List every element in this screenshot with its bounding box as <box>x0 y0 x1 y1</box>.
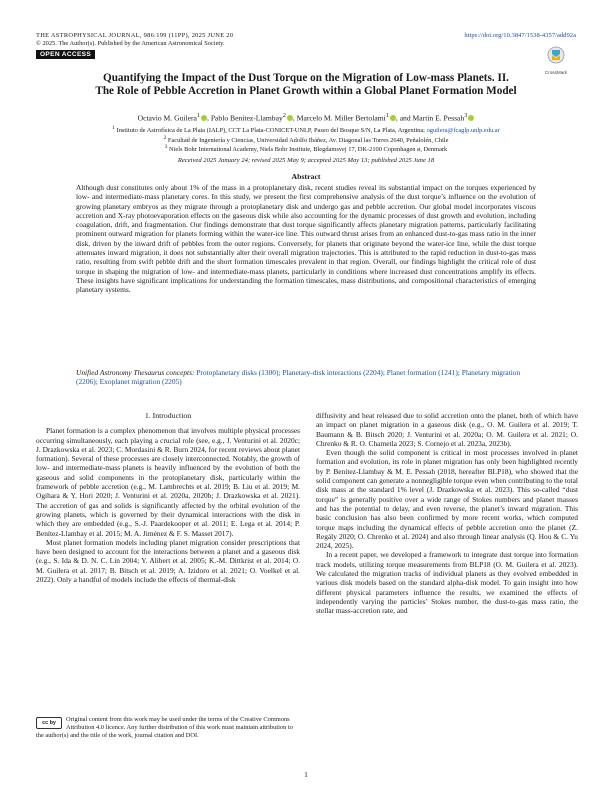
license-notice <box>36 716 300 740</box>
creative-commons-icon[interactable]: cc by <box>36 717 62 729</box>
license-text: Original content from this work may be used under the terms of the Creative Commons Attribution 4.0 licence. Any further distribution of this work must maintain attribution to the author(s) and the title of the work, journal citation and DOI. <box>36 716 293 739</box>
uat-concept-links[interactable]: Protoplanetary disks (1300); Planetary-disk interactions (2204); Planet formation (1241); Planetary migration (2206); Exoplanet migration (2205) <box>76 368 521 387</box>
intro-paragraph-2-continued: diffusivity and heat released due to solid accretion onto the planet, both of which have an impact on planet migration in a gaseous disk (e.g., O. M. Guilera et al. 2019; T. Baumann & B. Bitsch 2020; J. Venturini et al. 2020a; O. M. Guilera et al. 2021; O. Chrenko & R. O. Chametla 2023; S. Cornejo et al. 2023a, 2023b). <box>316 411 578 448</box>
author-1-affil: 1 <box>196 112 201 119</box>
running-header <box>36 32 233 48</box>
page-number: 1 <box>304 770 308 779</box>
copyright-line: © 2025. The Author(s). Published by the American Astronomical Society. <box>36 40 225 48</box>
author-3-affil: 1 <box>385 112 389 119</box>
orcid-icon[interactable] <box>287 115 293 121</box>
crossmark-label: CrossMark <box>544 70 568 75</box>
intro-paragraph-3: Even though the solid component is critical in most processes involved in planet formation and evolution, its role in planet migration has only been highlighted recently by P. Benítez-Llambay & M. E. Pessah (2018, hereafter BLP18), who showed that the solid component can generate a nonnegligible torque even when contributing to the total disk mass at the standard 1% level (J. Drazkowska et al. 2023). This so-called “dust torque” is generally positive over a wide range of Stokes numbers and planet masses and has the potential to delay, and even reverse, the planet’s inward migration. This basic conclusion has also been confirmed by more recent works, which computed torque maps including the dynamical effects of pebble accretion onto the planet (Z. Regály 2020; O. Chrenko et al. 2024) and also through linear analysis (Q. Hou & C. Yu 2024, 2025). <box>316 448 578 551</box>
author-2-affil: 2 <box>282 112 286 119</box>
orcid-icon[interactable] <box>468 115 474 121</box>
affiliation-3-text: Niels Bohr International Academy, Niels Bohr Institute, Blegdamsvej 17, DK-2100 Copenhagen ø, Denmark <box>169 146 448 154</box>
column-left <box>36 411 300 584</box>
author-1: Octavio M. Guilera <box>137 113 197 123</box>
paper-title <box>40 72 572 98</box>
doi-link[interactable]: https://doi.org/10.3847/1538-4357/add92a <box>464 32 576 39</box>
intro-paragraph-2: Most planet formation models including planet migration consider prescriptions that have been designed to account for the interactions between a planet and a gaseous disk (e.g., S. Ida & D. N. C. Lin 2004; Y. Alibert et al. 2005; K.-M. Dittkrist et al. 2014; O. M. Guilera et al. 2017; B. Bitsch et al. 2019; A. Izidoro et al. 2021; O. Voelkel et al. 2022). Only a handful of models include the effects of thermal-disk <box>36 537 300 585</box>
title-line-2: The Role of Pebble Accretion in Planet Growth within a Global Planet Formation Model <box>95 85 517 97</box>
author-4: and Martin E. Pessah <box>399 113 465 123</box>
open-access-badge: OPEN ACCESS <box>36 50 95 59</box>
title-line-1: Quantifying the Impact of the Dust Torque on the Migration of Low-mass Planets. II. <box>103 72 509 84</box>
section-heading: 1. Introduction <box>144 411 192 420</box>
uat-label: Unified Astronomy Thesaurus concepts: <box>76 368 195 377</box>
affiliation-3: $^3$ Niels Bohr International Academy, Niels Bohr Institute, Blegdamsvej 17, DK-2100 Copenhagen ø, Denmark <box>164 144 448 154</box>
intro-paragraph-4: In a recent paper, we developed a framework to integrate dust torque into formation track models, utilizing torque measurements from BLP18 (O. M. Guilera et al. 2023). We calculated the migration tracks of individual planets as they evolved embedded in various disk models based on the standard alpha-disk model. To gain insight into how different physical parameters influence the results, we examined the effects of independently varying the particles’ Stokes number, the dust-to-gas mass ratio, the stellar mass-accretion rate, and <box>316 550 578 616</box>
author-list: Octavio M. Guilera$^1$ , Pablo Benítez-Llambay$^2$ , Marcelo M. Miller Bertolami$^1$ , and Martin E. Pessah$^3$ <box>40 112 572 123</box>
crossmark-button[interactable] <box>544 46 568 75</box>
abstract-heading: Abstract <box>291 172 321 181</box>
orcid-icon[interactable] <box>201 115 207 121</box>
affiliation-2: $^2$ Facultad de Ingeniería y Ciencias, Universidad Adolfo Ibáñez, Av. Diagonal las Torres 2640, Peñalolén, Chile <box>163 135 449 145</box>
journal-citation: THE ASTROPHYSICAL JOURNAL, 986:199 (11PP), 2025 JUNE 20 <box>36 32 234 39</box>
email-link[interactable]: oguilera@fcaglp.unlp.edu.ar <box>426 127 500 135</box>
column-right <box>316 411 578 616</box>
author-3: Marcelo M. Miller Bertolami <box>296 113 386 123</box>
abstract-text: Although dust constitutes only about 1% of the mass in a protoplanetary disk, recent studies reveal its substantial impact on the torques experienced by low- and intermediate-mass planetary cores. In this study, we present the first comprehensive analysis of the dust torque’s influence on the evolution of growing planetary embryos as they migrate through a protoplanetary disk and undergo gas and pebble accretion. Our global model incorporates viscous accretion and X-ray photoevaporation effects on the gaseous disk while also accounting for the dynamic processes of dust growth and evolution, including coagulation, drift, and fragmentation. Our findings demonstrate that dust torque significantly affects planetary migration patterns, particularly facilitating prominent outward migration for planets forming within the water-ice line. This outward thrust arises from an enhanced dust-to-gas mass ratio in the inner disk, driven by the inward drift of pebbles from the outer regions. Conversely, for planets that originate beyond the water-ice line, while the dust torque attenuates inward migration, it does not substantially alter their overall migration trajectories. This is attributed to the rapid reduction in dust-to-gas mass ratio, resulting from swift pebble drift and the short formation timescales prevalent in that region. Overall, our findings highlight the critical role of dust torque in shaping the migration of low- and intermediate-mass planets, particularly in conditions where increased dust concentrations amplify its effects. These insights have significant implications for understanding the formation timescales, mass distributions, and compositional characteristics of emerging planetary systems. <box>76 183 536 295</box>
affiliation-2-text: Facultad de Ingeniería y Ciencias, Universidad Adolfo Ibáñez, Av. Diagonal las Torres 2640, Peñalolén, Chile <box>167 137 449 145</box>
affiliation-1-text: Instituto de Astrofísica de La Plata (IALP), CCT La Plata-CONICET-UNLP, Paseo del Bosque S/N, La Plata, Argentina; <box>116 127 425 135</box>
uat-concepts <box>76 368 536 387</box>
intro-paragraph-1: Planet formation is a complex phenomenon that involves multiple physical processes occurring simultaneously, each playing a crucial role (see, e.g., J. Venturini et al. 2020c; J. Drazkowska et al. 2023; C. Mordasini & R. Burn 2024, for recent reviews about planet formation). Several of these processes are closely interconnected. Notably, the growth of low- and intermediate-mass planets is heavily influenced by the evolution of both the gaseous and solid components in the protoplanetary disk, particularly within the framework of pebble accretion (e.g., M. Lambrechts et al. 2019; B. Liu et al. 2019; M. Ogihara & Y. Hori 2020; J. Venturini et al. 2020a, 2020b; J. Drazkowska et al. 2021). The accretion of gas and solids is significantly affected by the orbital evolution of the growing planets, which is governed by their dynamical interactions with the disk in which they are embedded (e.g., S.-J. Paardekooper et al. 2011; E. Lega et al. 2014; P. Benítez-Llambay et al. 2015; M. A. Jiménez & F. S. Masset 2017). <box>36 426 300 538</box>
orcid-icon[interactable] <box>390 115 396 121</box>
crossmark-icon <box>547 46 565 64</box>
author-2: Pablo Benítez-Llambay <box>210 113 283 123</box>
received-dates: Received 2025 January 24; revised 2025 May 9; accepted 2025 May 13; published 2025 June 18 <box>177 157 435 164</box>
author-4-affil: 3 <box>464 112 468 119</box>
affiliation-1: $^1$ Instituto de Astrofísica de La Plata (IALP), CCT La Plata-CONICET-UNLP, Paseo del Bosque S/N, La Plata, Argentina; oguilera@fcaglp.unlp.edu.ar <box>112 125 500 135</box>
